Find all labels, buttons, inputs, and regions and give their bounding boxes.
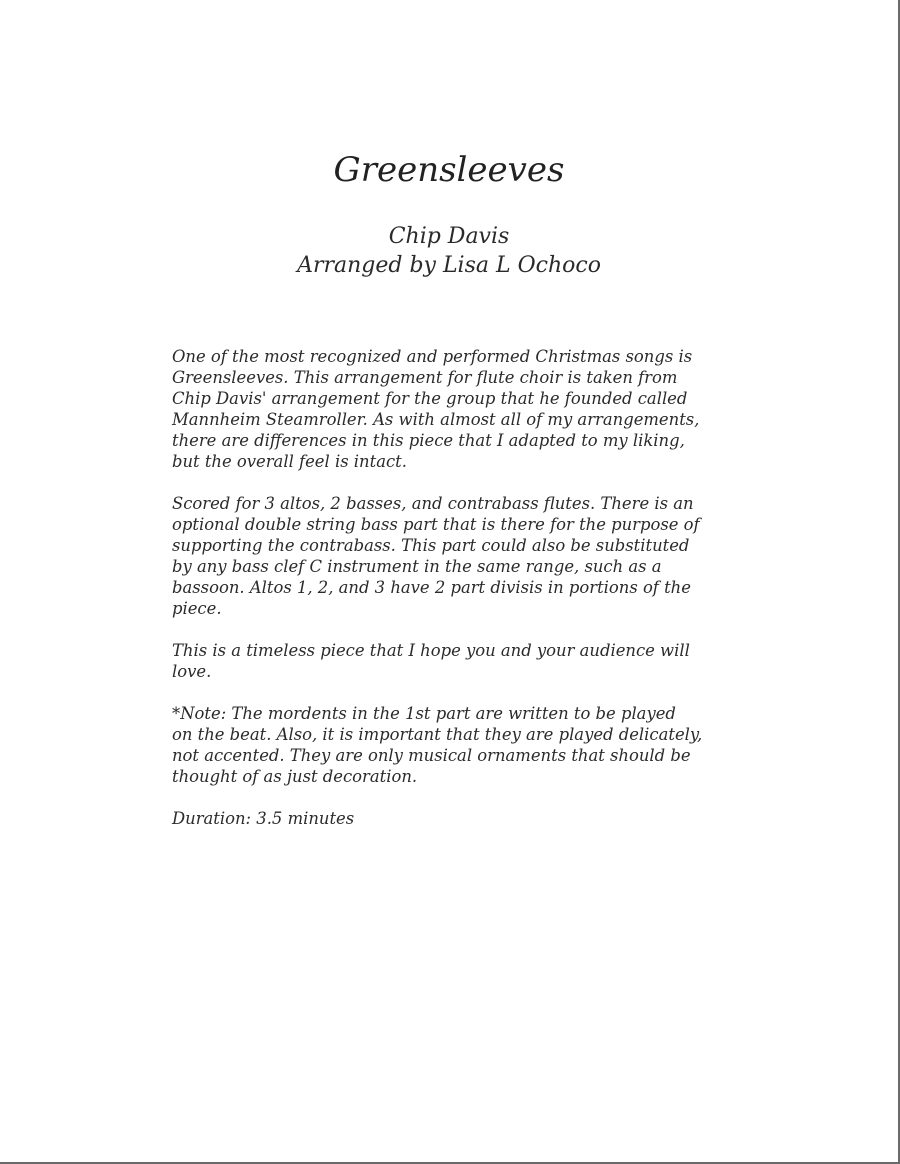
text-line: thought of as just decoration. [172, 767, 418, 786]
paragraph-timeless [172, 640, 752, 682]
text-line: bassoon. Altos 1, 2, and 3 have 2 part divisis in portions of the [172, 578, 691, 597]
text-line: One of the most recognized and performed Christmas songs is [172, 347, 693, 366]
arranger-credit: Arranged by Lisa L Ochoco [297, 253, 601, 278]
paragraph-intro [172, 346, 752, 472]
page-title: Greensleeves [333, 150, 565, 190]
text-line: optional double string bass part that is there for the purpose of [172, 515, 700, 534]
duration-text: Duration: 3.5 minutes [172, 809, 355, 828]
composer-credit: Chip Davis [388, 224, 510, 249]
paragraph-scoring [172, 493, 752, 619]
text-line: This is a timeless piece that I hope you and your audience will [172, 641, 690, 660]
text-line: piece. [172, 599, 222, 618]
paragraph-duration [172, 808, 752, 829]
text-line: there are differences in this piece that I adapted to my liking, [172, 431, 685, 450]
text-line: Mannheim Steamroller. As with almost all of my arrangements, [172, 410, 700, 429]
text-line: on the beat. Also, it is important that they are played delicately, [172, 725, 703, 744]
text-line: Chip Davis' arrangement for the group that he founded called [172, 389, 688, 408]
text-line: Scored for 3 altos, 2 basses, and contrabass flutes. There is an [172, 494, 694, 513]
text-line: *Note: The mordents in the 1st part are written to be played [172, 704, 676, 723]
text-line: by any bass clef C instrument in the same range, such as a [172, 557, 662, 576]
text-line: supporting the contrabass. This part could also be substituted [172, 536, 690, 555]
paragraph-note [172, 703, 752, 787]
text-line: but the overall feel is intact. [172, 452, 407, 471]
text-line: love. [172, 662, 212, 681]
text-line: not accented. They are only musical ornaments that should be [172, 746, 691, 765]
text-line: Greensleeves. This arrangement for flute choir is taken from [172, 368, 678, 387]
program-notes [172, 346, 752, 850]
